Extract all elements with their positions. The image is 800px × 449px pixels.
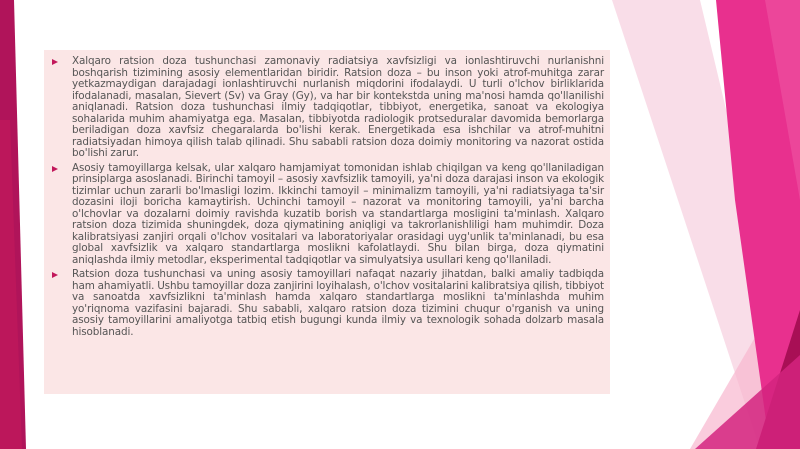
text-content-box xyxy=(44,50,610,394)
triangle-right-icon xyxy=(52,272,58,278)
paragraph-text: Asosiy tamoyillarga kelsak, ular xalqaro hamjamiyat tomonidan ishlab chiqilgan va keng qo'llaniladigan prinsiplarga asoslanadi. Birinchi tamoyil – asosiy xavfsizlik tamoyili, ya'ni doza darajasi inson va ekologik tizimlar uchun zararli bo'lmasligi lozim. Ikkinchi tamoyil – minimalizm tamoyili, ya'ni radiatsiyaga ta'sir dozasini iloji boricha kamaytirish. Uchinchi tamoyil – nazorat va monitoring tamoyili, ya'ni barcha o'lchovlar va dozalarni doimiy ravishda kuzatib borish va standartlarga mosligini ta'minlash. Xalqaro ratsion doza tizimida shuningdek, doza qiymatining aniqligi va takrorlanishliligi ham muhimdir. Doza kalibratsiyasi zanjiri orqali o'lchov vositalari va laboratoriyalar orasidagi uyg'unlik ta'minlanadi, bu esa global xavfsizlik va xalqaro standartlarga moslikni kafolatlaydi. Shu bilan birga, doza qiymatini aniqlashda ilmiy metodlar, eksperimental tadqiqotlar va simulyatsiya usullari keng qo'llaniladi. xyxy=(72,161,604,266)
triangle-right-icon xyxy=(52,59,58,65)
bullet-paragraph-3 xyxy=(44,269,604,338)
paragraph-text: Xalqaro ratsion doza tushunchasi zamonaviy radiatsiya xavfsizligi va ionlashtiruvchi nurlanishni boshqarish tizimining asosiy elementlaridan biridir. Ratsion doza – bu inson yoki atrof-muhitga zarar yetkazmaydigan darajadagi ionlashtiruvchi nurlanish miqdorini ifodalaydi. U turli o'lchov birliklarida ifodalanadi, masalan, Sievert (Sv) va Gray (Gy), va har bir kontekstda uning ma'nosi hamda qo'llanilishi aniqlanadi. Ratsion doza tushunchasi ilmiy tadqiqotlar, tibbiyot, energetika, sanoat va ekologiya sohalarida muhim ahamiyatga ega. Masalan, tibbiyotda radiologik protseduralar davomida bemorlarga beriladigan doza xavfsiz chegaralarda bo'lishi kerak. Energetikada esa ishchilar va atrof-muhitni radiatsiyadan himoya qilish talab qilinadi. Shu sababli ratsion doza doimiy monitoring va nazorat ostida bo'lishi zarur. xyxy=(72,55,604,159)
bullet-paragraph-2 xyxy=(44,163,604,267)
triangle-right-icon xyxy=(52,166,58,172)
paragraph-text: Ratsion doza tushunchasi va uning asosiy tamoyillari nafaqat nazariy jihatdan, balki amaliy tadbiqda ham ahamiyatli. Ushbu tamoyillar doza zanjirini loyihalash, o'lchov vositalarini kalibratsiya qilish, tibbiyot va sanoatda xavfsizlikni ta'minlash hamda xalqaro standartlarga moslikni ta'minlashda muhim yo'riqnoma vazifasini bajaradi. Shu sababli, xalqaro ratsion doza tizimini chuqur o'rganish va uning asosiy tamoyillarini amaliyotga tatbiq etish bugungi kunda ilmiy va texnologik sohada dolzarb masala hisoblanadi. xyxy=(72,268,604,338)
bullet-paragraph-1 xyxy=(44,56,604,160)
